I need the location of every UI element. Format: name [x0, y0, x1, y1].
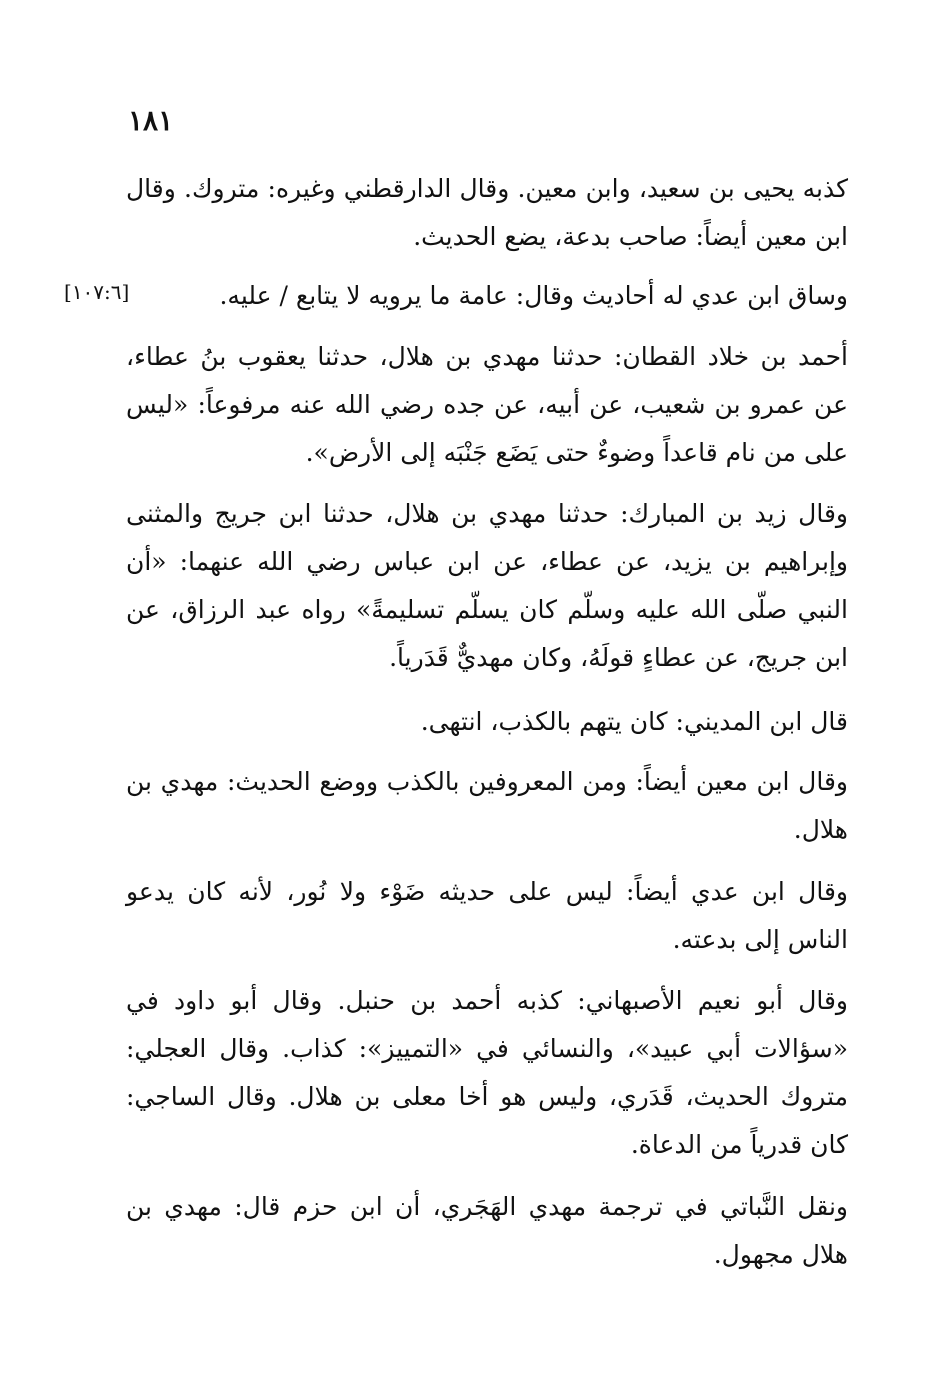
paragraph-text: كذبه يحيى بن سعيد، وابن معين. وقال الدارقطني وغيره: متروك. وقال ابن معين أيضاً: صاحب بدعة، يضع الحديث.	[126, 174, 848, 251]
paragraph-text: أحمد بن خلاد القطان: حدثنا مهدي بن هلال، حدثنا يعقوب بنُ عطاء، عن عمرو بن شعيب، عن أبيه، عن جده رضي الله عنه مرفوعاً: «ليس على من نام قاعداً وضوءٌ حتى يَضَع جَنْبَه إلى الأرض».	[126, 342, 848, 467]
paragraph-4	[126, 490, 848, 682]
paragraph-3	[126, 333, 848, 477]
margin-reference: [١٠٧:٦]	[64, 280, 130, 304]
paragraph-1	[126, 165, 848, 261]
paragraph-9	[126, 1183, 848, 1279]
paragraph-text: قال ابن المديني: كان يتهم بالكذب، انتهى.	[420, 707, 848, 736]
paragraph-text: وقال ابن عدي أيضاً: ليس على حديثه ضَوْء ولا نُور، لأنه كان يدعو الناس إلى بدعته.	[126, 877, 848, 954]
page-number: ١٨١	[128, 104, 174, 137]
paragraph-text: وساق ابن عدي له أحاديث وقال: عامة ما يرويه لا يتابع / عليه.	[219, 281, 848, 310]
paragraph-7	[126, 868, 848, 964]
paragraph-5	[126, 698, 848, 746]
paragraph-6	[126, 758, 848, 854]
paragraph-8	[126, 977, 848, 1169]
paragraph-text: وقال أبو نعيم الأصبهاني: كذبه أحمد بن حنبل. وقال أبو داود في «سؤالات أبي عبيد»، والنسائي في «التمييز»: كذاب. وقال العجلي: متروك الحديث، قَدَري، وليس هو أخا معلى بن هلال. وقال الساجي: كان قدرياً من الدعاة.	[126, 986, 848, 1159]
paragraph-text: ونقل النَّباتي في ترجمة مهدي الهَجَري، أن ابن حزم قال: مهدي بن هلال مجهول.	[126, 1192, 848, 1269]
paragraph-text: وقال ابن معين أيضاً: ومن المعروفين بالكذب ووضع الحديث: مهدي بن هلال.	[126, 767, 848, 844]
paragraph-2	[126, 272, 848, 320]
paragraph-text: وقال زيد بن المبارك: حدثنا مهدي بن هلال، حدثنا ابن جريج والمثنى وإبراهيم بن يزيد، عن عطاء، عن ابن عباس رضي الله عنهما: «أن النبي صلّى الله عليه وسلّم كان يسلّم تسليمةً» رواه عبد الرزاق، عن ابن جريج، عن عطاءٍ قولَهُ، وكان مهديٌّ قَدَرياً.	[126, 499, 848, 672]
